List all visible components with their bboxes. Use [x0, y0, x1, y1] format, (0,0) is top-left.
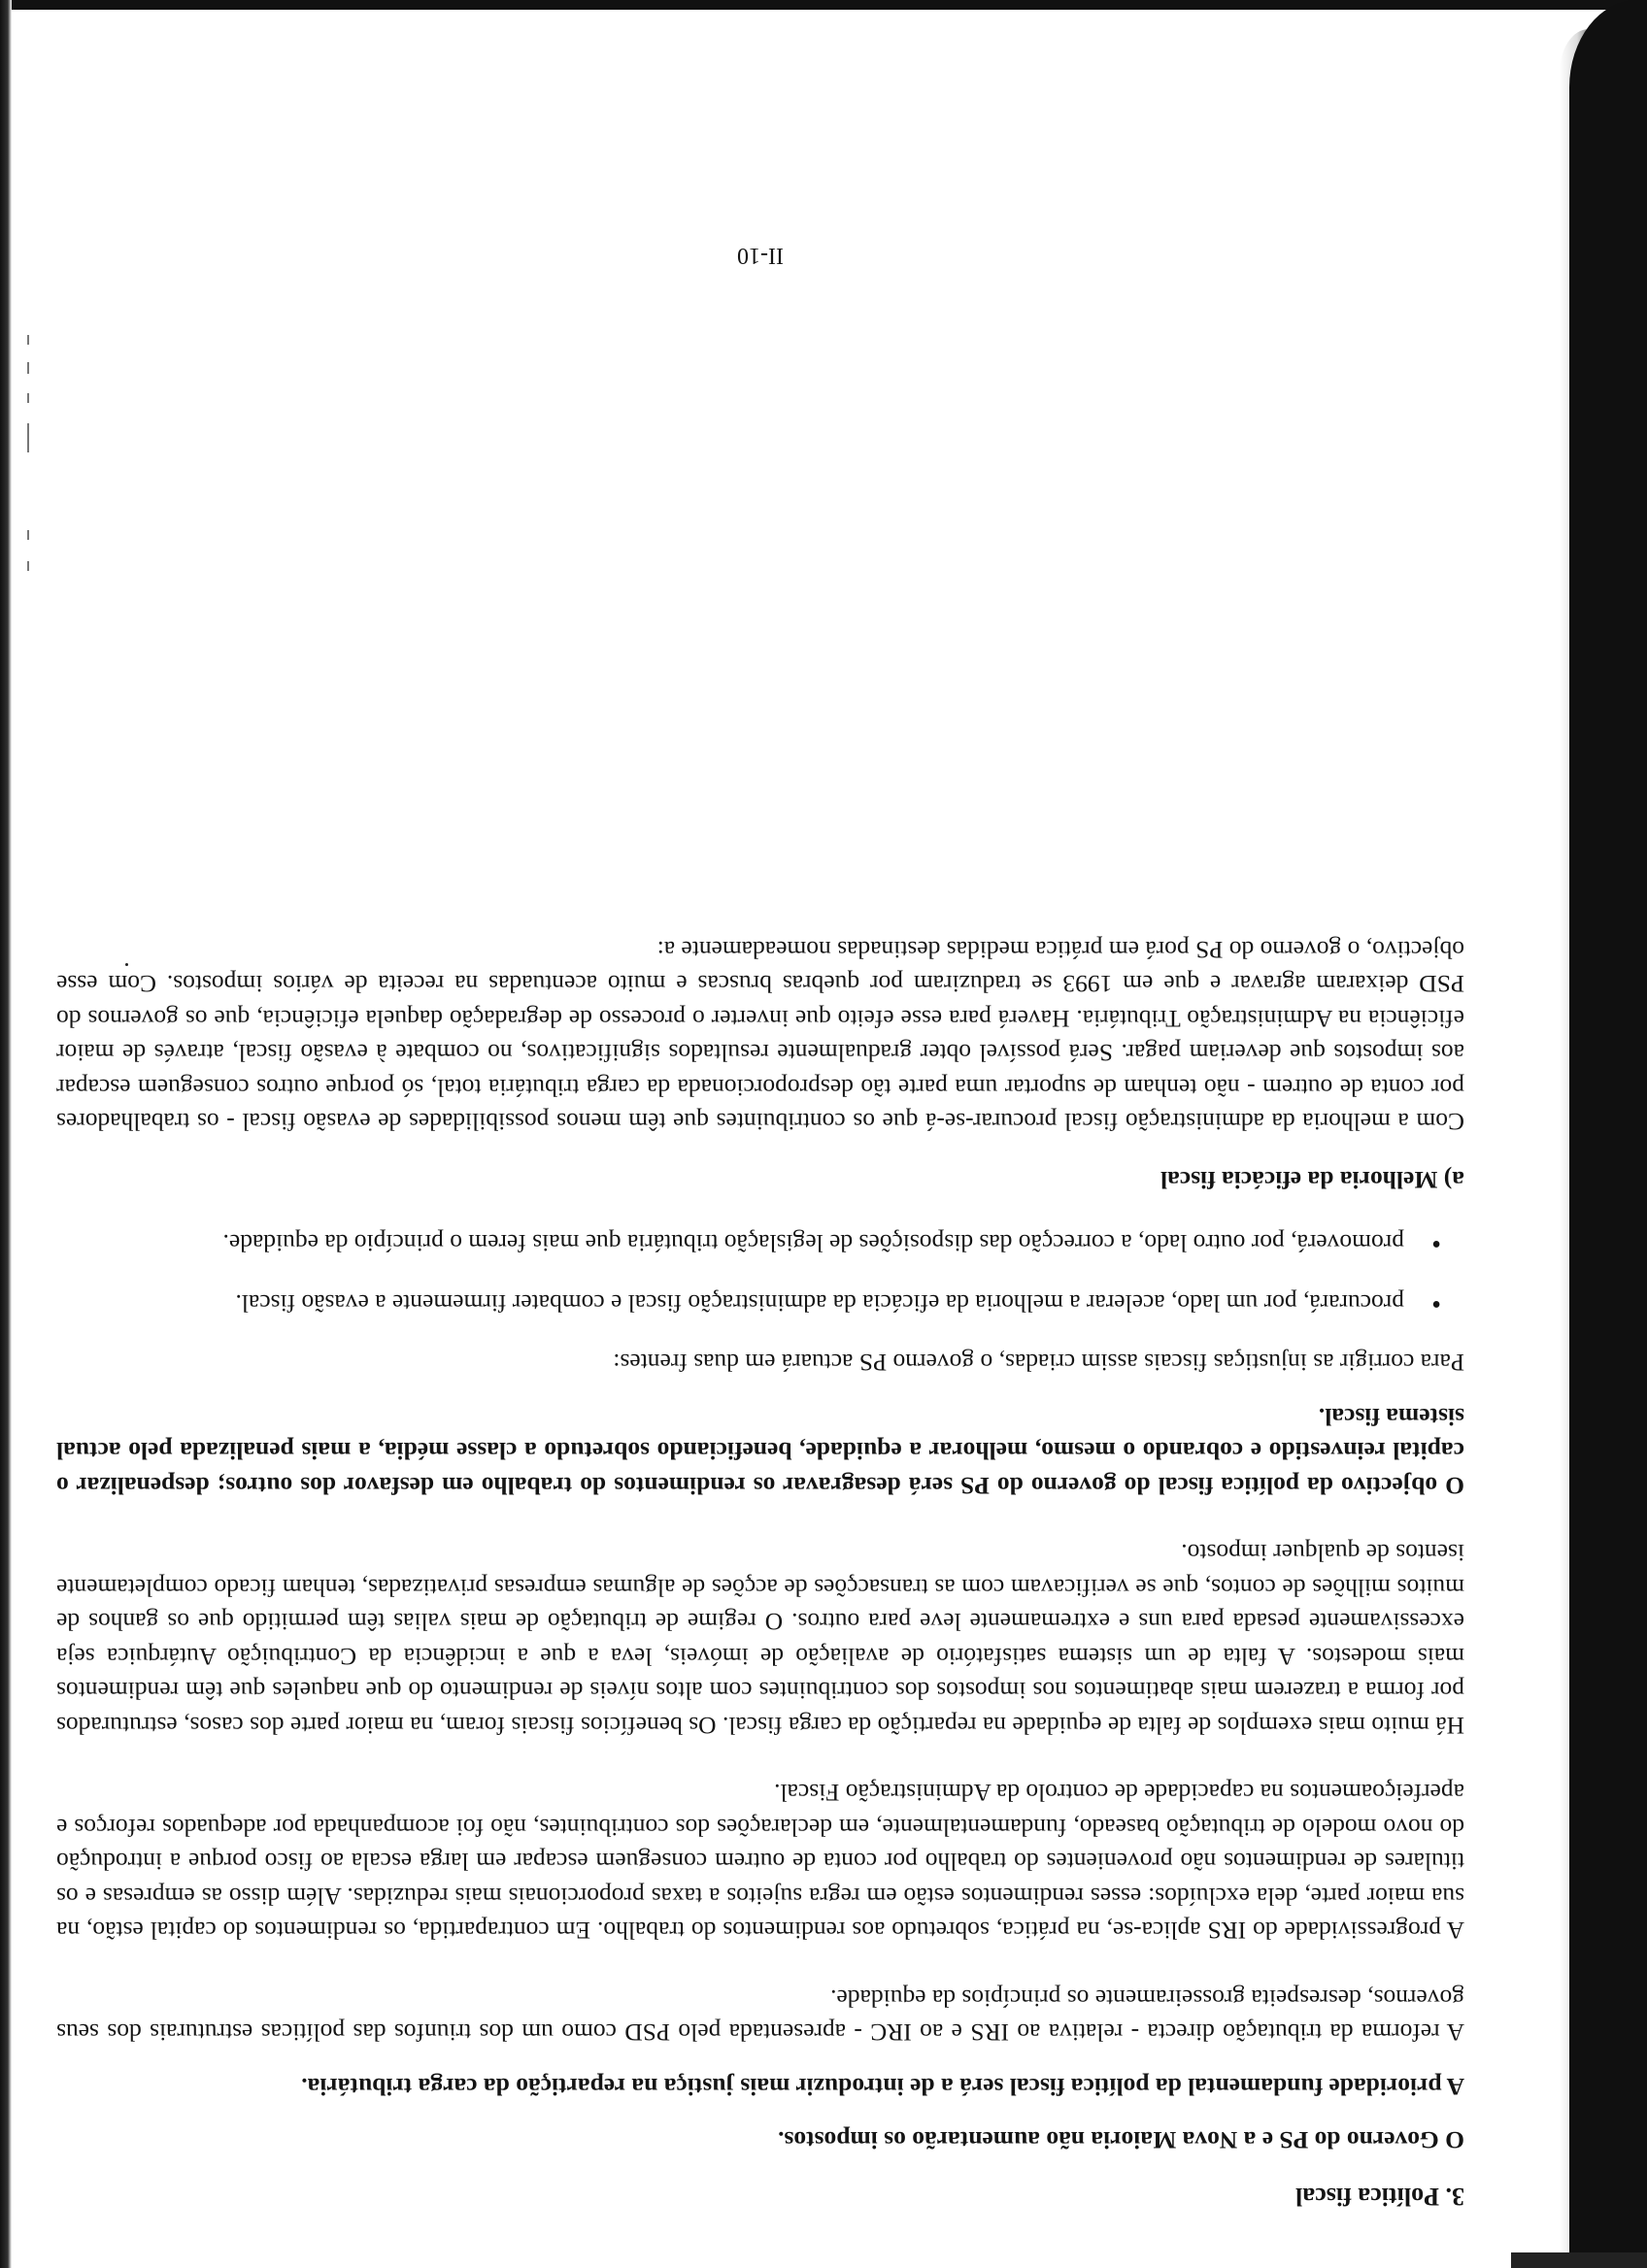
scan-tick	[27, 335, 29, 345]
scan-tick	[27, 530, 29, 540]
scan-border-bottom	[1511, 2252, 1647, 2268]
section-heading: 3. Política fiscal	[1294, 2183, 1464, 2211]
section-priority: A prioridade fundamental da política fiscal será a de introduzir mais justiça na repartição da carga tributária.	[301, 2073, 1464, 2101]
page-number: II-10	[737, 243, 784, 268]
scan-border-left	[0, 0, 12, 2268]
policy-objective: O objectivo da política fiscal do governo do PS será desagravar os rendimentos do trabalho em desfavor dos outros; despenalizar o capital reinvestido e cobrando o mesmo, melhorar a equidade, beneficiando sobretudo a classe média, a mais penalizada pelo actual sistema fiscal.	[56, 1403, 1464, 1500]
section-statement: O Governo do PS e a Nova Maioria não aumentarão os impostos.	[778, 2126, 1464, 2155]
document-page	[56, 146, 1464, 2214]
scan-border-top	[0, 0, 1647, 10]
fronts-intro: Para corrigir as injustiças fiscais assim criadas, o governo PS actuará em duas frentes:	[613, 1349, 1464, 1378]
bullet-item: • promoverá, por outro lado, a correcção das disposições de legislação tributária que mais ferem o princípio da equidade.	[56, 1226, 1404, 1261]
paragraph: Há muito mais exemplos de falta de equidade na repartição da carga fiscal. Os benefícios fiscais foram, na maior parte dos casos, estruturados por forma a trazerem mais abatimentos nos impostos dos contribuintes com altos níveis de rendimento do que naqueles que têm rendimentos mais modestos. A falta de um sistema satisfatório de avaliação de imóveis, leva a que a incidência da Contribuição Autárquica seja excessivamente pesada para uns e extremamente leve para outros. O regime de tributação de mais valias têm permitido que os ganhos de muitos milhões de contos, que se verificavam com as transacções de acções de algumas empresas privatizadas, tenham ficado completamente isentos de qualquer imposto.	[56, 1539, 1464, 1740]
subsection-heading: a) Melhoria da eficácia fiscal	[1160, 1166, 1464, 1194]
bullet-item: • procurará, por um lado, acelerar a melhoria da eficácia da administração fiscal e combater firmemente a evasão fiscal.	[56, 1286, 1404, 1321]
scan-tick	[27, 362, 29, 374]
paragraph: Com a melhoria da administração fiscal procurar-se-á que os contribuintes que têm menos possibilidades de evasão fiscal - os trabalhadores por conta de outrem - não tenham de suportar uma parte tão desproporcionada da carga tributária total, só porque outros conseguem escapar aos impostos que deveriam pagar. Será possível obter gradualmente resultados significativos, no combate à evasão fiscal, através de maior eficiência na Administração Tributária. Haverá para esse efeito que inverter o processo de degradação daquela eficiência, que os governos do PSD deixaram agravar e que em 1993 se traduziram por quebras bruscas e muito acentuadas na receita de vários impostos. Com esse objectivo, o governo do PS porá em prática medidas destinadas nomeadamente a:	[56, 936, 1464, 1137]
paragraph: A progressividade do IRS aplica-se, na prática, sobretudo aos rendimentos do trabalho. Em contrapartida, os rendimentos do capital estão, na sua maior parte, dela excluídos: esses rendimentos estão em regra sujeitos a taxas proporcionais mais reduzidas. Além disso as empresas e os titulares de rendimentos não provenientes do trabalho por conta de outrem conseguem escapar em larga escala ao fisco porque a introdução do novo modelo de tributação baseado, fundamentalmente, em declarações dos contribuintes, não foi acompanhada por adequados reforços e aperfeiçoamentos na capacidade de controlo da Administração Fiscal.	[56, 1779, 1464, 1946]
bullet-list	[56, 1226, 1464, 1320]
scan-tick	[27, 561, 29, 571]
scan-border-right	[1569, 0, 1647, 2268]
scan-tick	[27, 423, 29, 452]
paragraph: A reforma da tributação directa - relativa ao IRS e ao IRC - apresentada pelo PSD como um dos triunfos das políticas estruturais dos seus governos, desrespeita grosseiramente os princípios da equidade.	[56, 1984, 1464, 2048]
scan-tick	[27, 393, 29, 403]
